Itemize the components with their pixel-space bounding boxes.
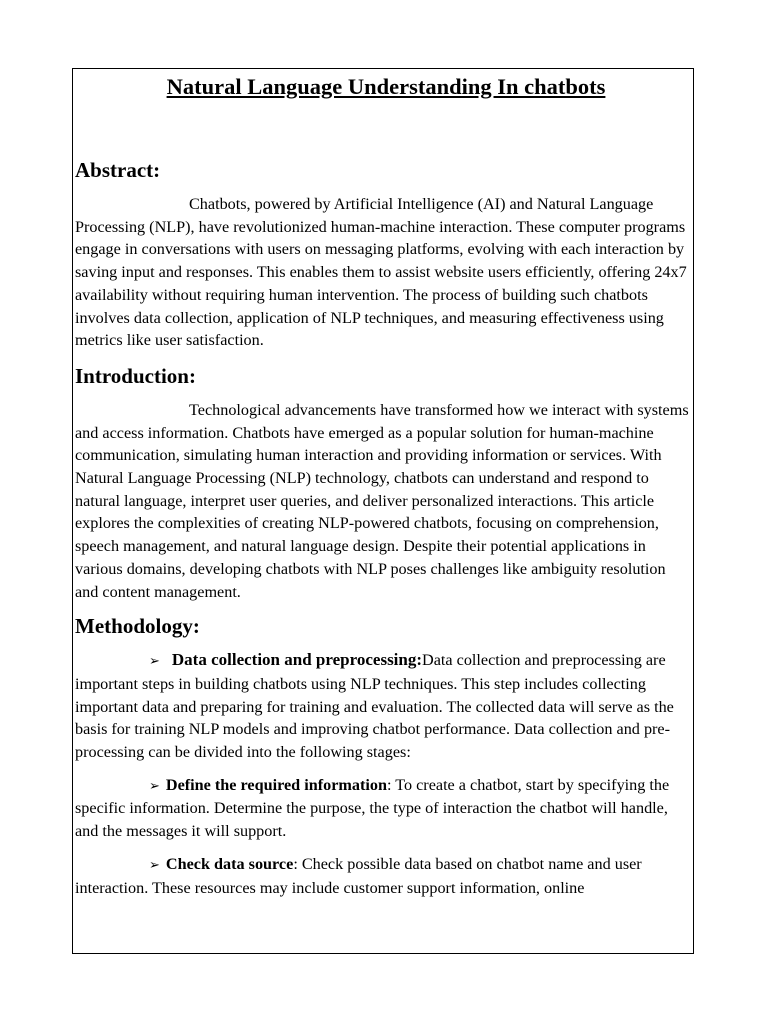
item-term: Define the required information	[165, 775, 387, 794]
item-text: : To create a chatbot, start by specifying the specific information. Determine the purpose, the type of interaction the chatbot will handle, and the messages it will support.	[75, 775, 670, 841]
item-text: : Check possible data based on chatbot name and user interaction. These resources may include customer support information, online	[75, 854, 642, 897]
methodology-item-check-data-source	[73, 853, 693, 899]
methodology-item-data-collection	[73, 649, 693, 764]
abstract-paragraph: Chatbots, powered by Artificial Intelligence (AI) and Natural Language Processing (NLP), have revolutionized human-machine interaction. These computer programs engage in conversations with users on messaging platforms, evolving with each interaction by saving input and responses. This enables them to assist website users efficiently, offering 24x7 availability without requiring human intervention. The process of building such chatbots involves data collection, application of NLP techniques, and measuring effectiveness using metrics like user satisfaction.	[75, 195, 687, 350]
methodology-heading: Methodology:	[75, 614, 200, 639]
arrow-bullet-icon: ➢	[149, 777, 160, 793]
introduction-paragraph: Technological advancements have transformed how we interact with systems and access information. Chatbots have emerged as a popular solution for human-machine communication, simulating human interaction and providing information or services. With Natural Language Processing (NLP) technology, chatbots can understand and respond to natural language, interpret user queries, and deliver personalized interactions. This article explores the complexities of creating NLP-powered chatbots, focusing on comprehension, speech management, and natural language design. Despite their potential applications in various domains, developing chatbots with NLP poses challenges like ambiguity resolution and content management.	[75, 400, 689, 601]
item-term: Check data source	[165, 854, 294, 873]
arrow-bullet-icon: ➢	[149, 653, 160, 669]
document-page	[72, 68, 694, 954]
document-title: Natural Language Understanding In chatbots	[166, 74, 606, 99]
abstract-heading: Abstract:	[75, 158, 161, 182]
item-text: Data collection and preprocessing are important steps in building chatbots using NLP techniques. This step includes collecting important data and preparing for training and evaluation. The collected data will serve as the basis for training NLP models and improving chatbot performance. Data collection and pre-processing can be divided into the following stages:	[75, 651, 674, 762]
introduction-heading: Introduction:	[75, 363, 196, 388]
methodology-item-define-information	[73, 774, 693, 843]
arrow-bullet-icon: ➢	[149, 856, 160, 872]
item-term: Data collection and preprocessing:	[171, 650, 423, 670]
